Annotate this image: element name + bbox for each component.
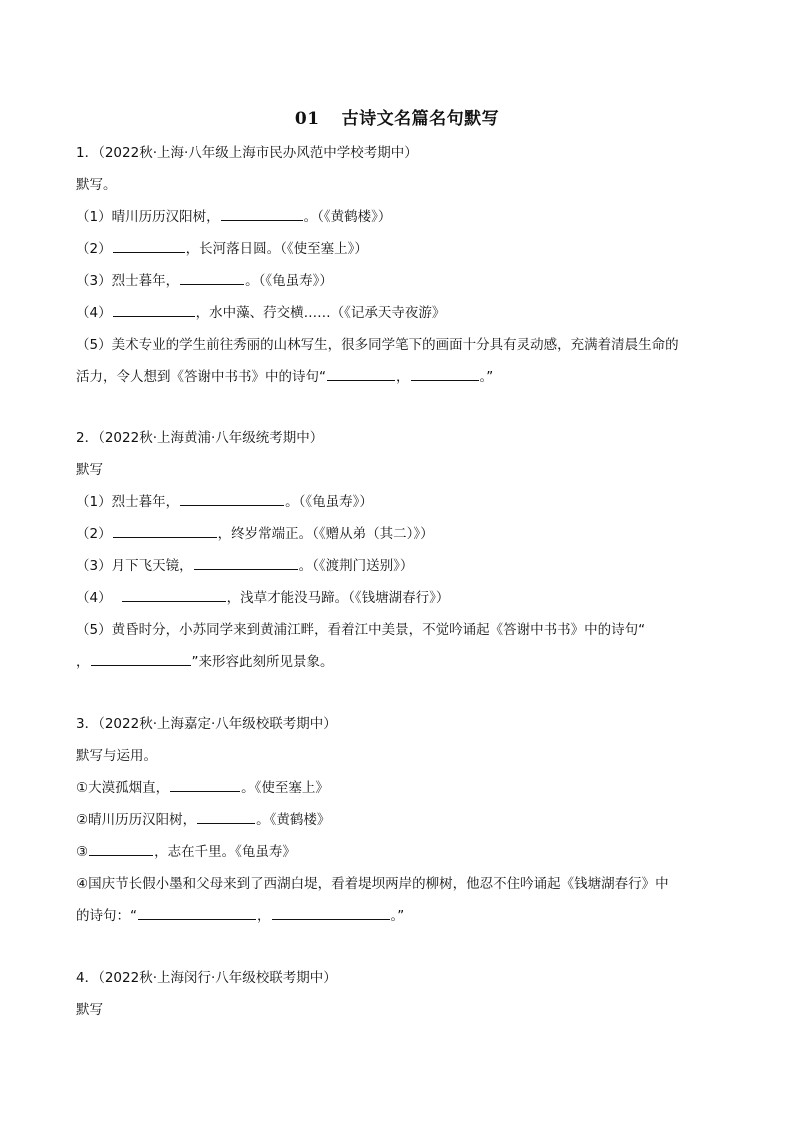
question-2-item-1 bbox=[76, 492, 373, 512]
item-text: ，志在千里。《龟虽寿》 bbox=[154, 844, 296, 860]
question-1-item-4 bbox=[76, 303, 445, 323]
question-1-item-5-line-2 bbox=[76, 367, 493, 387]
question-1-item-2 bbox=[76, 239, 368, 259]
answer-blank[interactable] bbox=[221, 207, 303, 221]
item-text: ，终岁常端正。（《赠从弟（其二）》） bbox=[217, 526, 434, 542]
question-3-instruction: 默写与运用。 bbox=[76, 748, 157, 764]
answer-blank[interactable] bbox=[197, 810, 255, 824]
item-text: （4） bbox=[76, 305, 112, 321]
question-2-item-4 bbox=[76, 588, 449, 608]
item-text: 。《使至塞上》 bbox=[241, 780, 329, 796]
item-text: ，水中藻、荇交横……（《记承天寺夜游》 bbox=[195, 305, 446, 321]
item-text: ①大漠孤烟直， bbox=[76, 780, 170, 796]
item-text: ②晴川历历汉阳树， bbox=[76, 812, 197, 828]
answer-blank[interactable] bbox=[113, 303, 195, 317]
question-2-item-3 bbox=[76, 556, 413, 576]
answer-blank[interactable] bbox=[180, 271, 244, 285]
answer-blank[interactable] bbox=[113, 524, 217, 538]
item-text: （3）烈士暮年， bbox=[76, 273, 180, 289]
answer-blank[interactable] bbox=[327, 367, 395, 381]
question-1-item-1 bbox=[76, 207, 391, 227]
item-text: ， bbox=[257, 908, 271, 924]
item-text: 。” bbox=[390, 908, 405, 924]
answer-blank[interactable] bbox=[194, 556, 298, 570]
item-text: （2） bbox=[76, 526, 112, 542]
item-text: ③ bbox=[76, 844, 89, 860]
item-text: 。《黄鹤楼》 bbox=[256, 812, 331, 828]
answer-blank[interactable] bbox=[91, 652, 191, 666]
answer-blank[interactable] bbox=[180, 492, 284, 506]
question-1-item-5-line-1: （5）美术专业的学生前往秀丽的山林写生，很多同学笔下的画面十分具有灵动感，充满着清晨生命的 bbox=[76, 337, 679, 353]
question-2-instruction: 默写 bbox=[76, 462, 103, 478]
title-text: 古诗文名篇名句默写 bbox=[341, 109, 500, 129]
answer-blank[interactable] bbox=[272, 906, 390, 920]
question-3-header: 3．（2022秋·上海嘉定·八年级校联考期中） bbox=[76, 716, 337, 732]
item-text: ， bbox=[396, 369, 410, 385]
title-number: 01 bbox=[294, 109, 320, 129]
page-title bbox=[0, 104, 794, 129]
question-3-item-4-line-2 bbox=[76, 906, 404, 926]
question-1-instruction: 默写。 bbox=[76, 177, 117, 193]
question-3-item-4-line-1: ④国庆节长假小墨和父母来到了西湖白堤，看着堤坝两岸的柳树，他忍不住吟诵起《钱塘湖春行》中 bbox=[76, 876, 669, 892]
item-text: 的诗句：“ bbox=[76, 908, 137, 924]
answer-blank[interactable] bbox=[170, 778, 240, 792]
question-4-header: 4．（2022秋·上海闵行·八年级校联考期中） bbox=[76, 970, 337, 986]
question-3-item-3 bbox=[76, 842, 296, 862]
item-text: ， bbox=[76, 654, 90, 670]
question-4-instruction: 默写 bbox=[76, 1002, 103, 1018]
item-text: （2） bbox=[76, 241, 112, 257]
item-text: （1）烈士暮年， bbox=[76, 494, 180, 510]
answer-blank[interactable] bbox=[138, 906, 256, 920]
item-text: （1）晴川历历汉阳树， bbox=[76, 209, 220, 225]
item-text: 。” bbox=[479, 369, 494, 385]
item-text: ，长河落日圆。（《使至塞上》） bbox=[185, 241, 368, 257]
item-text: 。（《黄鹤楼》） bbox=[303, 209, 392, 225]
item-text: 。（《渡荆门送别》） bbox=[298, 558, 414, 574]
question-2-item-2 bbox=[76, 524, 434, 544]
question-2-item-5-line-2 bbox=[76, 652, 334, 672]
question-1-header: 1．（2022秋·上海·八年级上海市民办风范中学校考期中） bbox=[76, 145, 418, 161]
item-text: （3）月下飞天镜， bbox=[76, 558, 193, 574]
answer-blank[interactable] bbox=[122, 588, 226, 602]
item-text: 。（《龟虽寿》） bbox=[285, 494, 373, 510]
answer-blank[interactable] bbox=[411, 367, 479, 381]
item-text: ，浅草才能没马蹄。（《钱塘湖春行》） bbox=[226, 590, 450, 606]
question-3-item-2 bbox=[76, 810, 330, 830]
answer-blank[interactable] bbox=[89, 842, 153, 856]
item-text: 。（《龟虽寿》） bbox=[245, 273, 333, 289]
question-2-item-5-line-1: （5）黄昏时分，小苏同学来到黄浦江畔，看着江中美景，不觉吟诵起《答谢中书书》中的诗句“ bbox=[76, 622, 646, 638]
answer-blank[interactable] bbox=[113, 239, 185, 253]
question-3-item-1 bbox=[76, 778, 329, 798]
question-2-header: 2．（2022秋·上海黄浦·八年级统考期中） bbox=[76, 430, 324, 446]
item-text: ”来形容此刻所见景象。 bbox=[191, 654, 334, 670]
item-text: （4） bbox=[76, 590, 112, 606]
item-text: 活力，令人想到《答谢中书书》中的诗句“ bbox=[76, 369, 326, 385]
question-1-item-3 bbox=[76, 271, 333, 291]
